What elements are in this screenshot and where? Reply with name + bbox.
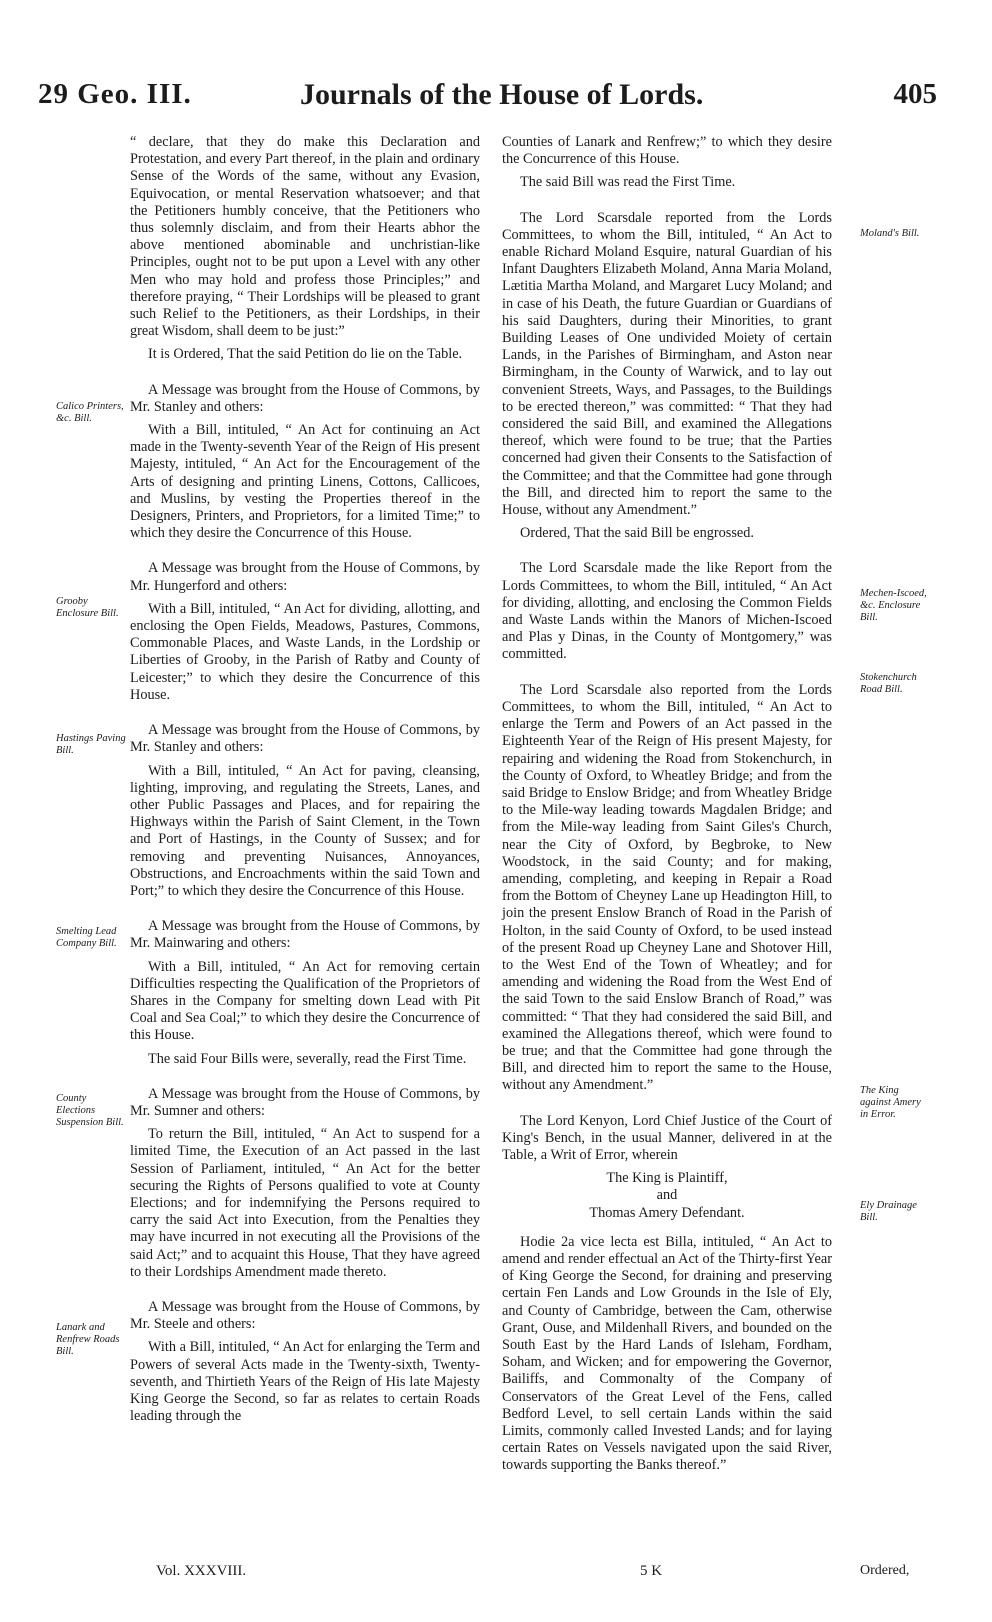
- margin-note-hastings: Hastings Paving Bill.: [56, 733, 126, 756]
- amery-defendant: Thomas Amery Defendant.: [589, 1204, 745, 1221]
- margin-note-smelting: Smelting Lead Company Bill.: [56, 926, 117, 949]
- lanark-continuation: Counties of Lanark and Renfrew;” to which they desire the Concurrence of this House.: [502, 134, 832, 168]
- stokenchurch-report: The Lord Scarsdale also reported from the Lords Committees, to whom the Bill, intituled, “ An Act to enlarge the Term and Powers of an Act passed in the Eighteenth Year of the Reign of His present Majesty, for repairing and widening the Road from Stokenchurch, in the County of Oxford, to Wheatley Bridge; and from the said Bridge to Enslow Bridge; and from Wheatley Bridge to the Mile-way leading towards Magdalen Bridge; and from the Mile-way leading from Saint Giles's Church, near the City of Oxford, by Begbroke, to New Woodstock, in the said County; and for making, amending, completing, and keeping in Repair a Road from the Bottom of Cheyney Lane up Headington Hill, to join the present Enslow Branch of Road in the Parish of Holton, in the said County of Oxford, to be used instead of the present Road up Cheyney Lane and Shotover Hill, to the West End of the Town of Wheatley; and for amending and widening the Road from the West End of the said Town to the said Enslow Branch of Road,” was committed: “ That they had considered the said Bill, and examined the Allegations thereof, which were found to be true; and that the Committee had gone through the Bill, and directed him to report the same to the House, without any Amendment.”: [502, 681, 832, 1094]
- session-label: 29 Geo. III.: [38, 78, 192, 110]
- message-mainwaring: A Message was brought from the House of Commons, by Mr. Mainwaring and others:: [130, 918, 480, 952]
- county-elections-text: To return the Bill, intituled, “ An Act to suspend for a limited Time, the Execution of an Act passed in the last Session of Parliament, intituled, “ An Act for the better securing the Rights of Persons qualified to vote at County Elections; and for indemnifying the Persons required to carry the said Act into Execution, from the Penalties they may have incurred in not executing all the Provisions of the said Act;” and to acquaint this House, That they have agreed to their Lordships Amendment made thereto.: [130, 1126, 480, 1280]
- message-hungerford: A Message was brought from the House of Commons, by Mr. Hungerford and others:: [130, 560, 480, 594]
- margin-note-king: The King against Amery in Error.: [860, 1085, 921, 1120]
- margin-note-calico: Calico Printers, &c. Bill.: [56, 401, 124, 424]
- margin-note-county: County Elections Suspension Bill.: [56, 1093, 124, 1128]
- journal-title: Journals of the House of Lords.: [300, 78, 704, 111]
- grooby-bill-text: With a Bill, intituled, “ An Act for dividing, allotting, and enclosing the Open Fields, Meadows, Pastures, Commons, Commonable Places, and Waste Lands, in the Lordship or Liberties of Grooby, in the Parish of Ratby and County of Leicester;” to which they desire the Concurrence of this House.: [130, 600, 480, 703]
- ely-bill-text: Hodie 2a vice lecta est Billa, intituled, “ An Act to amend and render effectual an Act of the Thirty-first Year of King George the Second, for draining and preserving certain Fen Lands and Low Grounds in the Isle of Ely, and County of Cambridge, between the Cam, otherwise Grant, Ouse, and Mildenhall Rivers, and bounded on the South East by the Hard Lands of Isleham, Fordham, Soham, and Wicken; and for empowering the Governor, Bailiffs, and Commonalty of the Company of Conservators of the Great Level of the Fens, called Bedford Level, to sell certain Lands within the said Limits, commonly called Invested Lands; and for laying certain Rates on Vessels navigated upon the said River, towards supporting the Banks thereof.”: [502, 1233, 832, 1474]
- ordered-engrossed: Ordered, That the said Bill be engrossed.: [520, 525, 754, 542]
- message-sumner: A Message was brought from the House of Commons, by Mr. Sumner and others:: [130, 1085, 480, 1119]
- bill-read-first: The said Bill was read the First Time.: [520, 174, 736, 191]
- hastings-bill-text: With a Bill, intituled, “ An Act for paving, cleansing, lighting, improving, and regulating the Streets, Lanes, and other Public Passages and Places, and for repairing the Highways within the Parish of Saint Clement, in the Town and Port of Hastings, in the County of Sussex; and for removing and preventing Nuisances, Annoyances, Obstructions, and Encroachments within the said Town and Port;” to which they desire the Concurrence of this House.: [130, 762, 480, 899]
- and-word: and: [656, 1187, 678, 1204]
- margin-note-lanark: Lanark and Renfrew Roads Bill.: [56, 1322, 120, 1357]
- message-stanley-2: A Message was brought from the House of Commons, by Mr. Stanley and others:: [130, 722, 480, 756]
- signature-mark: 5 K: [640, 1563, 663, 1579]
- margin-note-stokenchurch: Stokenchurch Road Bill.: [860, 672, 917, 695]
- margin-note-moland: Moland's Bill.: [860, 228, 920, 239]
- message-steele: A Message was brought from the House of Commons, by Mr. Steele and others:: [130, 1298, 480, 1333]
- ordered-lie-table: It is Ordered, That the said Petition do lie on the Table.: [148, 346, 463, 363]
- four-bills-read: The said Four Bills were, severally, read the First Time.: [148, 1050, 467, 1067]
- smelting-bill-text: With a Bill, intituled, “ An Act for removing certain Difficulties respecting the Qualification of the Proprietors of Shares in the Company for smelting down Lead with Pit Coal and Sea Coal;” to which they desire the Concurrence of this House.: [130, 958, 480, 1044]
- lanark-bill-text: With a Bill, intituled, “ An Act for enlarging the Term and Powers of several Acts made in the Twenty-sixth, Twenty-seventh, and Thirtieth Years of the Reign of His late Majesty King George the Second, so far as relates to certain Roads leading through the: [130, 1339, 480, 1425]
- calico-bill-text: With a Bill, intituled, “ An Act for continuing an Act made in the Twenty-seventh Year of the Reign of His present Majesty, intituled, “ An Act for the Encouragement of the Arts of designing and printing Linens, Cottons, Callicoes, and Muslins, by vesting the Properties thereof in the Designers, Printers, and Proprietors, for a limited Time;” to which they desire the Concurrence of this House.: [130, 422, 480, 542]
- petition-text: “ declare, that they do make this Declaration and Protestation, and every Part thereof, in the plain and ordinary Sense of the Words of the same, without any Evasion, Equivocation, or mental Reservation whatsoever; and that the Petitioners humbly conceive, that the Petitioners who thus solemnly disclaim, and from their Hearts abhor the above mentioned abominable and unchristian-like Principles, ought not to be put upon a Level with any other Men who may hold and profess those Principles;” and therefore praying, “ Their Lordships will be pleased to grant such Relief to the Petitioners, as their Lordships, in their great Wisdom, shall deem to be just:”: [130, 134, 480, 340]
- volume-label: Vol. XXXVIII.: [156, 1563, 247, 1579]
- margin-note-grooby: Grooby Enclosure Bill.: [56, 596, 119, 619]
- message-stanley-1: A Message was brought from the House of Commons, by Mr. Stanley and others:: [130, 381, 480, 415]
- margin-note-mechen: Mechen-Iscoed, &c. Enclosure Bill.: [860, 588, 927, 623]
- catchword: Ordered,: [860, 1563, 910, 1578]
- moland-report: The Lord Scarsdale reported from the Lords Committees, to whom the Bill, intituled, “ An Act to enable Richard Moland Esquire, natural Guardian of his Infant Daughters Elizabeth Moland, Anna Maria Moland, Lætitia Martha Moland, and Margaret Lucy Moland; and in case of his Death, the future Guardian or Guardians of his said Daughters, during their Minorities, to grant Building Leases of One undivided Moiety of certain Lands, in the Parishes of Birmingham, and Aston near Birmingham, in the County of Warwick, and to lay out convenient Streets, Ways, and Passages, to the Buildings to be erected thereon,” was committed: “ That they had considered the said Bill, and examined the Allegations thereof, which were found to be true; that the Parties concerned had given their Consents to the Satisfaction of the Committee; and that the Committee had gone through the Bill, and directed him to report the same to the House, without any Amendment.”: [502, 209, 832, 519]
- right-column: [502, 134, 832, 1481]
- page-number: 405: [893, 78, 937, 110]
- mechen-report: The Lord Scarsdale made the like Report from the Lords Committees, to whom the Bill, intituled, “ An Act for dividing, allotting, and enclosing the Common Fields and Waste Lands within the Manors of Michen-Iscoed and Plas y Dinas, in the County of Montgomery,” was committed.: [502, 560, 832, 663]
- margin-note-ely: Ely Drainage Bill.: [860, 1200, 917, 1223]
- kenyon-writ: The Lord Kenyon, Lord Chief Justice of the Court of King's Bench, in the usual Manner, delivered in at the Table, a Writ of Error, wherein: [502, 1112, 832, 1163]
- king-plaintiff: The King is Plaintiff,: [606, 1170, 728, 1187]
- left-column: [130, 134, 480, 1431]
- page-header: [0, 78, 992, 128]
